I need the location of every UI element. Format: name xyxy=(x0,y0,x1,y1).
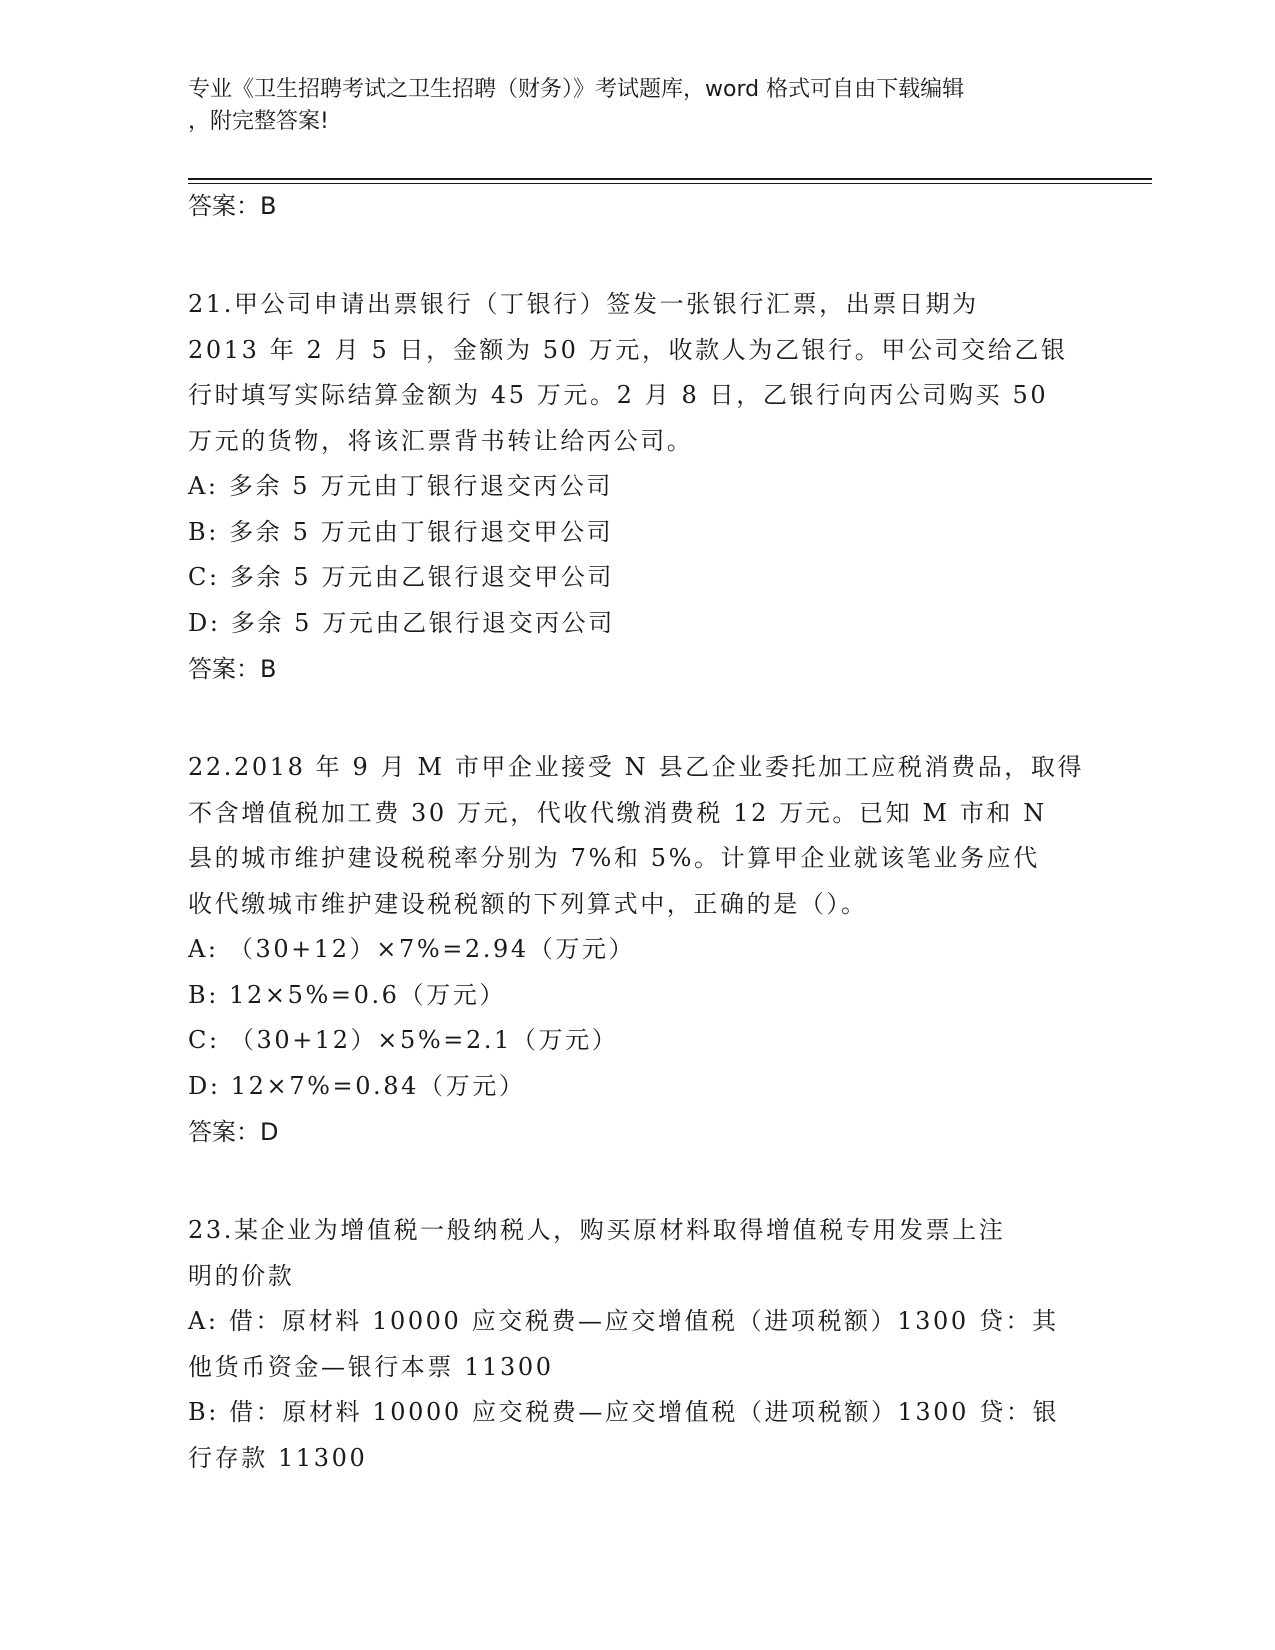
question-text: 不含增值税加工费 30 万元，代收代缴消费税 12 万元。已知 M 市和 N xyxy=(188,798,1047,827)
option-a: 他货币资金—银行本票 11300 xyxy=(188,1352,554,1381)
header-divider xyxy=(188,178,1152,180)
question-text: 万元的货物，将该汇票背书转让给丙公司。 xyxy=(188,426,694,455)
question-text: 县的城市维护建设税税率分别为 7%和 5%。计算甲企业就该笔业务应代 xyxy=(188,844,1040,872)
question-block xyxy=(188,1208,1088,1481)
question-text: 明的价款 xyxy=(188,1261,295,1290)
page-header xyxy=(188,74,1068,138)
header-line: 专业《卫生招聘考试之卫生招聘（财务）》考试题库，word 格式可自由下载编辑 xyxy=(188,77,965,102)
option-b: B: 借：原材料 10000 应交税费—应交增值税（进项税额）1300 贷：银 xyxy=(188,1398,1060,1426)
option-a: A: （30+12）×7%=2.94（万元） xyxy=(188,935,636,963)
question-block xyxy=(188,745,1088,1147)
question-block xyxy=(188,282,1088,684)
option-a: A: 借：原材料 10000 应交税费—应交增值税（进项税额）1300 贷：其 xyxy=(188,1307,1059,1335)
header-divider xyxy=(188,183,1152,184)
option-b: 行存款 11300 xyxy=(188,1443,368,1472)
question-text: 23.某企业为增值税一般纳税人，购买原材料取得增值税专用发票上注 xyxy=(188,1216,1006,1244)
option-c: C: （30+12）×5%=2.1（万元） xyxy=(188,1026,619,1054)
answer-line: 答案：B xyxy=(188,655,277,683)
header-line: ，附完整答案! xyxy=(188,109,329,134)
question-text: 行时填写实际结算金额为 45 万元。2 月 8 日，乙银行向丙公司购买 50 xyxy=(188,381,1049,409)
option-c: C: 多余 5 万元由乙银行退交甲公司 xyxy=(188,563,615,591)
option-d: D: 多余 5 万元由乙银行退交丙公司 xyxy=(188,608,615,637)
question-text: 2013 年 2 月 5 日，金额为 50 万元，收款人为乙银行。甲公司交给乙银 xyxy=(188,335,1068,364)
question-text: 收代缴城市维护建设税税额的下列算式中，正确的是（）。 xyxy=(188,889,868,918)
option-d: D: 12×7%=0.84（万元） xyxy=(188,1071,526,1100)
option-b: B: 12×5%=0.6（万元） xyxy=(188,980,506,1009)
option-a: A: 多余 5 万元由丁银行退交丙公司 xyxy=(188,472,613,500)
question-text: 22.2018 年 9 月 M 市甲企业接受 N 县乙企业委托加工应税消费品，取得 xyxy=(188,753,1085,781)
option-b: B: 多余 5 万元由丁银行退交甲公司 xyxy=(188,517,614,546)
question-list xyxy=(188,191,1088,1481)
question-text: 21.甲公司申请出票银行（丁银行）签发一张银行汇票，出票日期为 xyxy=(188,290,979,318)
answer-line: 答案：B xyxy=(188,192,277,220)
answer-line: 答案：D xyxy=(188,1118,279,1146)
